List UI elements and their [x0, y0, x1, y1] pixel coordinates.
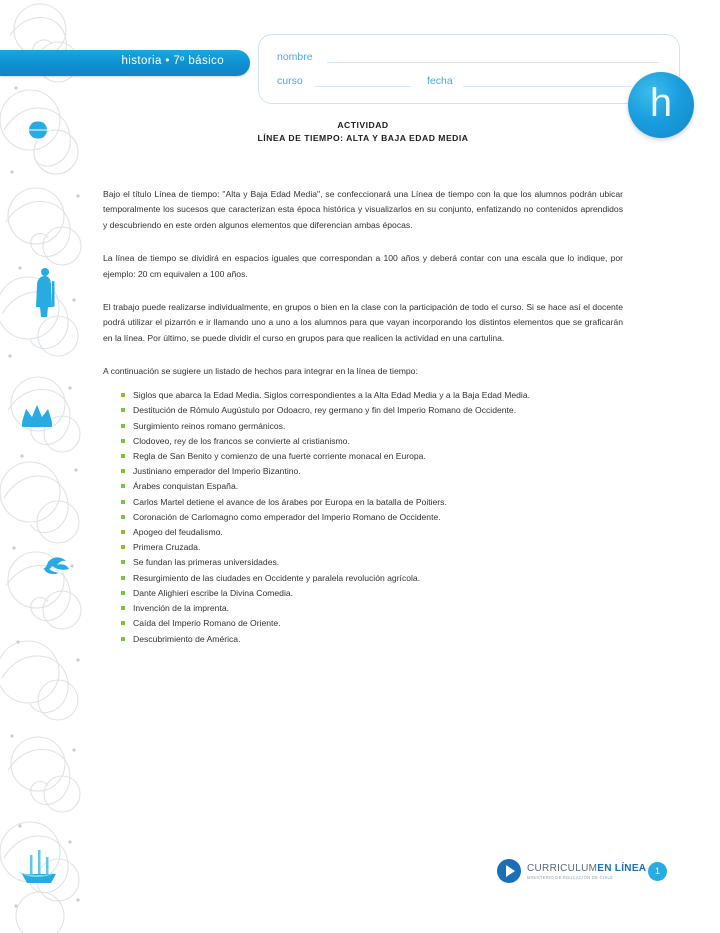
list-item-label: Primera Cruzada. — [133, 542, 201, 553]
facts-list — [103, 388, 623, 646]
list-item-label: Siglos que abarca la Edad Media. Siglos correspondientes a la Alta Edad Media y a la Baja Edad Media. — [133, 390, 530, 401]
decorative-margin-ornament — [0, 0, 96, 933]
list-item-label: Justiniano emperador del Imperio Bizantino. — [133, 466, 301, 477]
bullet-icon — [121, 469, 125, 473]
curriculum-en-linea-logo — [497, 859, 646, 883]
paragraph-3: El trabajo puede realizarse individualmente, en grupos o bien en la clase con la participación de todo el curso. Si se hace así el docente podrá utilizar el pizarrón e ir llamando uno a uno a los alumnos para que vayan incorporando los distintos elementos que se graficarán en la línea. Por último, se puede dividir el curso en grupos para que realicen la actividad en una cartulina. — [103, 302, 623, 343]
paragraph-1: Bajo el título Línea de tiempo: "Alta y Baja Edad Media", se confeccionará una Línea de tiempo con la que los alumnos podrán ubicar temporalmente los sucesos que caracterizan esta época histórica y visualizarlos en su conjunto, enfatizando no contenidos aprendidos y descubriendo en este orden algunos elementos que diferencian ambas épocas. — [103, 189, 623, 230]
list-item-label: Dante Alighieri escribe la Divina Comedia. — [133, 587, 294, 598]
bullet-icon — [121, 560, 125, 564]
list-item-label: Caída del Imperio Romano de Oriente. — [133, 618, 281, 629]
curso-field-row[interactable] — [277, 75, 303, 91]
list-item-label: Coronación de Carlomagno como emperador del Imperio Romano de Occidente. — [133, 511, 441, 522]
list-item-label: Invención de la imprenta. — [133, 603, 230, 614]
bullet-icon — [121, 606, 125, 610]
student-identification-box — [258, 34, 680, 104]
crown-icon — [22, 405, 52, 427]
fecha-label: fecha — [427, 75, 453, 87]
list-item — [121, 525, 623, 540]
list-item — [121, 403, 623, 418]
bullet-icon — [121, 637, 125, 641]
list-item — [121, 419, 623, 434]
list-item — [121, 616, 623, 631]
logo-primary-text: CURRICULUM — [527, 862, 598, 874]
globe-icon — [26, 121, 50, 139]
list-item-label: Árabes conquistan España. — [133, 481, 239, 492]
list-item — [121, 449, 623, 464]
nombre-input-rule[interactable] — [327, 62, 659, 63]
bullet-icon — [121, 454, 125, 458]
paragraph-2: La línea de tiempo se dividirá en espacios iguales que correspondan a 100 años y deberá contar con una escala que lo indique, por ejemplo: 20 cm equivalen a 100 años. — [103, 253, 623, 279]
activity-kicker: ACTIVIDAD — [337, 120, 389, 130]
bullet-icon — [121, 439, 125, 443]
list-item — [121, 540, 623, 555]
bullet-icon — [121, 621, 125, 625]
list-item — [121, 495, 623, 510]
bullet-icon — [121, 530, 125, 534]
subject-badge-h — [628, 72, 694, 138]
nombre-field-row[interactable] — [277, 51, 313, 67]
list-item — [121, 632, 623, 647]
bullet-icon — [121, 500, 125, 504]
bullet-icon — [121, 591, 125, 595]
list-item — [121, 479, 623, 494]
fecha-field-row[interactable] — [427, 75, 453, 91]
list-item — [121, 571, 623, 586]
bullet-icon — [121, 515, 125, 519]
subject-tab-label: historia • 7º básico — [121, 55, 224, 67]
list-item — [121, 434, 623, 449]
bullet-icon — [121, 484, 125, 488]
list-item — [121, 601, 623, 616]
subject-tab — [0, 50, 250, 76]
logo-secondary-text: EN LÍNEA — [597, 862, 647, 874]
activity-heading — [103, 120, 623, 143]
curso-label: curso — [277, 75, 303, 87]
list-item — [121, 388, 623, 403]
bullet-icon — [121, 393, 125, 397]
play-triangle-icon — [497, 859, 521, 883]
bullet-icon — [121, 576, 125, 580]
list-item-label: Surgimiento reinos romano germánicos. — [133, 420, 286, 431]
list-item-label: Destitución de Rómulo Augústulo por Odoacro, rey germano y fin del Imperio Romano de Occidente. — [133, 405, 517, 416]
list-item-label: Se fundan las primeras universidades. — [133, 557, 280, 568]
facts-list-intro: A continuación se sugiere un listado de hechos para integrar en la línea de tiempo: — [103, 366, 418, 377]
scroll-banner-icon — [43, 557, 69, 574]
list-item-label: Carlos Martel detiene el avance de los árabes por Europa en la batalla de Poitiers. — [133, 496, 447, 507]
bullet-icon — [121, 408, 125, 412]
page-title: LÍNEA DE TIEMPO: ALTA Y BAJA EDAD MEDIA — [257, 133, 469, 143]
list-item — [121, 555, 623, 570]
bullet-icon — [121, 424, 125, 428]
list-item — [121, 586, 623, 601]
bullet-icon — [121, 545, 125, 549]
logo-tagline: MINISTERIO DE EDUCACIÓN DE CHILE — [527, 874, 614, 880]
page-number-badge: 1 — [648, 862, 667, 881]
list-item-label: Clodoveo, rey de los francos se convierte al cristianismo. — [133, 435, 350, 446]
list-item-label: Descubrimiento de América. — [133, 633, 241, 644]
knight-figure-icon — [36, 268, 55, 317]
logo-wordmark — [527, 863, 646, 880]
list-item-label: Resurgimiento de las ciudades en Occidente y paralela revolución agrícola. — [133, 572, 421, 583]
page-footer — [0, 859, 720, 893]
curso-input-rule[interactable] — [315, 86, 411, 87]
list-item — [121, 510, 623, 525]
fecha-input-rule[interactable] — [463, 86, 631, 87]
list-item-label: Apogeo del feudalismo. — [133, 527, 223, 538]
subject-badge-letter: h — [649, 81, 673, 125]
list-item — [121, 464, 623, 479]
list-item-label: Regla de San Benito y comienzo de una fuerte corriente monacal en Europa. — [133, 451, 426, 462]
nombre-label: nombre — [277, 51, 313, 63]
document-body — [103, 120, 623, 647]
